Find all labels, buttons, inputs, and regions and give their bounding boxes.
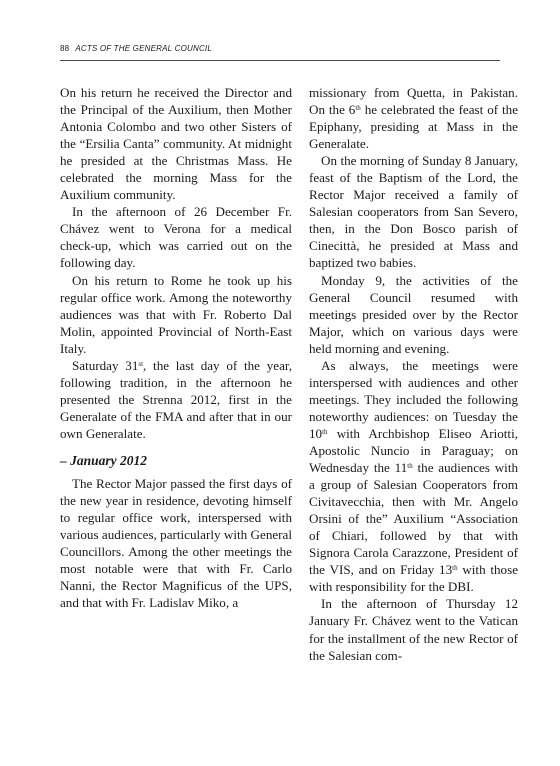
left-column bbox=[60, 84, 292, 611]
paragraph: On his return he received the Director and the Principal of the Auxilium, then Mother Antonia Colombo and two other Sisters of the “Ersilia Canta” community. At midnight he presided at the Christmas Mass. He celebrated the morning Mass for the Auxilium community. bbox=[60, 85, 292, 203]
paragraph bbox=[309, 84, 518, 152]
running-title: ACTS OF THE GENERAL COUNCIL bbox=[75, 44, 212, 53]
running-header bbox=[60, 44, 500, 53]
text-run: , the last day of the year, following tradition, in the afternoon he presented the Strenna 2012, first in the Generalate of the FMA and after that in our own Generalate. bbox=[60, 357, 292, 441]
page-number: 88 bbox=[60, 44, 70, 53]
section-heading: – January 2012 bbox=[60, 452, 148, 468]
text-run: he celebrated the feast of the Epiphany, presiding at Mass in the Generalate. bbox=[309, 102, 519, 152]
paragraph: In the afternoon of 26 December Fr. Chávez went to Verona for a medical check-up, which was carried out on the following day. bbox=[60, 204, 292, 271]
right-column bbox=[309, 84, 518, 664]
superscript: th bbox=[407, 462, 413, 471]
text-run: Saturday 31 bbox=[72, 357, 139, 373]
paragraph: Monday 9, the activities of the General Council resumed with meetings presided over by the Rector Major, which on various days were held morning and evening. bbox=[309, 272, 518, 356]
paragraph: The Rector Major passed the first days of the new year in residence, devoting himself to regular office work, interspersed with various audiences, particularly with General Councillors. Among the other meetings the most notable were that with Fr. Carlo Nanni, the Rector Magnificus of the UPS, and that with Fr. Ladislav Miko, a bbox=[60, 476, 292, 611]
superscript: th bbox=[452, 564, 458, 573]
text-run: with Archbishop Eliseo Ariotti, Apostolic Nuncio in Paraguay; on Wednesday the 11 bbox=[309, 425, 518, 476]
paragraph bbox=[309, 357, 518, 596]
superscript: st bbox=[138, 359, 144, 368]
text-run: with those with responsibility for the DBI. bbox=[309, 562, 518, 595]
paragraph bbox=[60, 357, 292, 442]
header-rule bbox=[60, 60, 500, 61]
superscript: th bbox=[355, 104, 361, 113]
paragraph: On his return to Rome he took up his regular office work. Among the noteworthy audiences was that with Fr. Roberto Dal Molin, appointed Provincial of North-East Italy. bbox=[60, 272, 292, 356]
paragraph: On the morning of Sunday 8 January, feast of the Baptism of the Lord, the Rector Major received a family of Salesian cooperators from San Severo, then, in the Don Bosco parish of Cinecittà, he presided at Mass and baptized two babies. bbox=[309, 153, 518, 271]
superscript: th bbox=[322, 427, 328, 436]
paragraph: In the afternoon of Thursday 12 January Fr. Chávez went to the Vatican for the installment of the new Rector of the Salesian com- bbox=[309, 596, 518, 663]
text-run: missionary from Quetta, in Pakistan. On the 6 bbox=[309, 85, 518, 118]
text-run: the audiences with a group of Salesian Cooperators from Civitavecchia, then with Mr. Angelo Orsini of the” Auxilium “Association of Chiari, followed by that with Signora Carola Carazzone, President of the VIS, and on Friday 13 bbox=[309, 460, 519, 578]
text-run: As always, the meetings were interspersed with audiences and other meetings. They included the following noteworthy audiences: on Tuesday the 10 bbox=[309, 357, 518, 441]
